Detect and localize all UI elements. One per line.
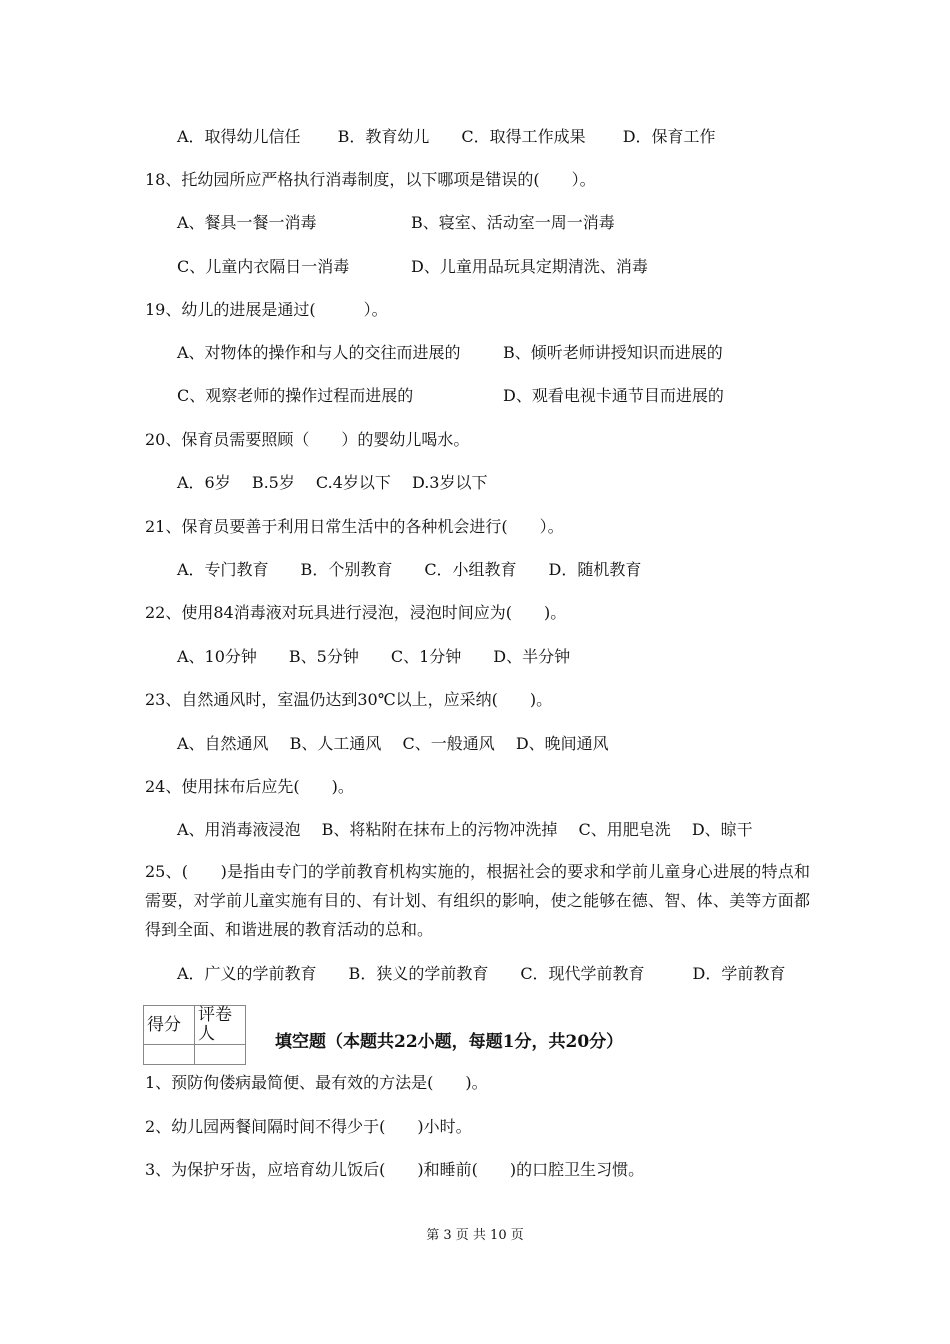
q24-options: A、用消毒液浸泡 B、将粘附在抹布上的污物冲洗掉 C、用肥皂洗 D、晾干 — [177, 820, 753, 839]
q19-option-b: B、倾听老师讲授知识而进展的 — [503, 343, 723, 362]
score-cell — [144, 1045, 195, 1065]
score-header: 得分 — [144, 1006, 195, 1045]
grader-cell — [195, 1045, 246, 1065]
q25-stem: 25、( )是指由专门的学前教育机构实施的，根据社会的要求和学前儿童身心进展的特点和需要，对学前儿童实施有目的、有计划、有组织的影响，使之能够在德、智、体、美等方面都得到全面、和谐进展的教育活动的总和。 — [145, 862, 810, 939]
q22-stem: 22、使用84消毒液对玩具进行浸泡，浸泡时间应为( )。 — [145, 603, 567, 622]
q20-options: A．6岁 B.5岁 C.4岁以下 D.3岁以下 — [177, 473, 488, 492]
score-table — [143, 1005, 246, 1065]
q21-options: A．专门教育 B．个别教育 C．小组教育 D．随机教育 — [177, 560, 642, 579]
q19-stem: 19、幼儿的进展是通过( ）。 — [145, 300, 388, 319]
q19-option-a: A、对物体的操作和与人的交往而进展的 — [177, 343, 461, 362]
q18-option-c: C、儿童内衣隔日一消毒 — [177, 257, 350, 276]
q20-stem: 20、保育员需要照顾（ ）的婴幼儿喝水。 — [145, 430, 470, 449]
q19-option-c: C、观察老师的操作过程而进展的 — [177, 386, 414, 405]
page-footer: 第 3 页 共 10 页 — [426, 1228, 524, 1243]
q23-options: A、自然通风 B、人工通风 C、一般通风 D、晚间通风 — [177, 734, 609, 753]
q25-options: A．广义的学前教育 B．狭义的学前教育 C．现代学前教育 D．学前教育 — [177, 964, 786, 983]
fill-q2: 2、幼儿园两餐间隔时间不得少于( )小时。 — [145, 1117, 472, 1136]
q21-stem: 21、保育员要善于利用日常生活中的各种机会进行( ）。 — [145, 517, 564, 536]
q18-option-b: B、寝室、活动室一周一消毒 — [411, 213, 615, 232]
grader-header: 评卷人 — [195, 1006, 246, 1045]
q18-option-a: A、餐具一餐一消毒 — [177, 213, 317, 232]
section-title: 填空题（本题共22小题，每题1分，共20分） — [275, 1032, 624, 1052]
q18-stem: 18、托幼园所应严格执行消毒制度，以下哪项是错误的( ）。 — [145, 170, 596, 189]
q19-option-d: D、观看电视卡通节目而进展的 — [503, 386, 724, 405]
q22-options: A、10分钟 B、5分钟 C、1分钟 D、半分钟 — [177, 647, 571, 666]
q18-option-d: D、儿童用品玩具定期清洗、消毒 — [411, 257, 648, 276]
fill-q1: 1、预防佝偻病最简便、最有效的方法是( )。 — [145, 1073, 488, 1092]
fill-q3: 3、为保护牙齿，应培育幼儿饭后( )和睡前( )的口腔卫生习惯。 — [145, 1160, 645, 1179]
q23-stem: 23、自然通风时，室温仍达到30℃以上，应采纳( )。 — [145, 690, 553, 709]
q17-options: A．取得幼儿信任 B．教育幼儿 C．取得工作成果 D．保育工作 — [177, 127, 716, 146]
q24-stem: 24、使用抹布后应先( )。 — [145, 777, 354, 796]
